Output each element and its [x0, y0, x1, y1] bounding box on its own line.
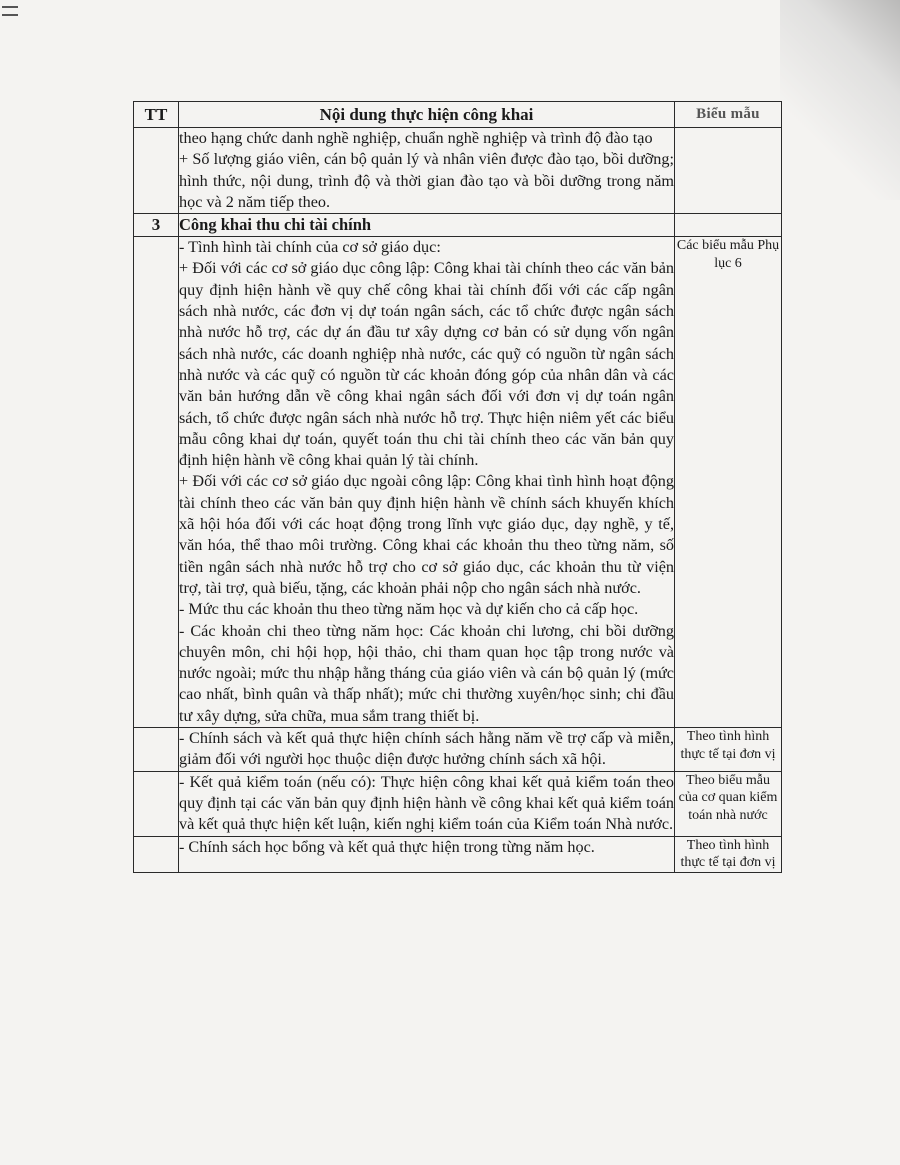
audit-form: Theo biểu mẫu của cơ quan kiểm toán nhà nước	[675, 771, 782, 836]
header-form: Biểu mẫu	[675, 102, 782, 128]
form-cell-empty	[675, 128, 782, 214]
table-row-continued	[134, 128, 782, 214]
finance-form: Các biểu mẫu Phụ lục 6	[675, 237, 782, 728]
tt-cell-empty	[134, 836, 179, 872]
finance-paragraph-3: + Đối với các cơ sở giáo dục ngoài công lập: Công khai tình hình hoạt động tài chính theo các văn bản quy định hiện hành về chính sách khuyến khích xã hội hóa đối với các hoạt động trong lĩnh vực giáo dục, dạy nghề, y tế, văn hóa, thể thao môi trường. Công khai các khoản thu theo từng năm, số tiền ngân sách nhà nước hỗ trợ cho cơ sở giáo dục, các khoản thu từ viện trợ, tài trợ, quà biếu, tặng, các khoản phải nộp cho ngân sách nhà nước.	[179, 472, 674, 597]
finance-paragraph-5: - Các khoản chi theo từng năm học: Các khoản chi lương, chi bồi dưỡng chuyên môn, chi hội họp, hội thảo, chi tham quan học tập trong nước và nước ngoài; mức thu nhập hằng tháng của giáo viên và cán bộ quản lý (mức cao nhất, bình quân và thấp nhất); mức chi thường xuyên/học sinh; chi đầu tư xây dựng, sửa chữa, mua sắm trang thiết bị.	[179, 621, 674, 725]
audit-content: - Kết quả kiểm toán (nếu có): Thực hiện công khai kết quả kiểm toán theo quy định tại các văn bản quy định hiện hành về công khai kết quả kiểm toán và kết quả thực hiện kết luận, kiến nghị kiểm toán của Kiểm toán Nhà nước.	[179, 771, 675, 836]
paragraph-continued-2: + Số lượng giáo viên, cán bộ quản lý và nhân viên được đào tạo, bồi dưỡng; hình thức, nội dung, trình độ và thời gian đào tạo và bồi dưỡng trong năm học và 2 năm tiếp theo.	[179, 150, 674, 211]
disclosure-table	[133, 101, 782, 873]
policy-row	[134, 728, 782, 772]
header-content: Nội dung thực hiện công khai	[179, 102, 675, 128]
scholarship-form: Theo tình hình thực tế tại đơn vị	[675, 836, 782, 872]
scan-shadow	[780, 0, 900, 200]
tt-cell-empty	[134, 728, 179, 772]
finance-paragraph-2: + Đối với các cơ sở giáo dục công lập: Công khai tài chính theo các văn bản quy định hiện hành về quy chế công khai tài chính đối với các cấp ngân sách nhà nước, các đơn vị dự toán ngân sách, các tổ chức được ngân sách nhà nước hỗ trợ, các dự án đầu tư xây dựng cơ bản có sử dụng vốn ngân sách nhà nước, các doanh nghiệp nhà nước, các quỹ có nguồn từ ngân sách nhà nước và các quỹ có nguồn từ các khoản đóng góp của nhân dân và các văn bản hướng dẫn về công khai ngân sách đối với đơn vị dự toán ngân sách, tổ chức được ngân sách nhà nước hỗ trợ. Thực hiện niêm yết các biểu mẫu công khai dự toán, quyết toán thu chi tài chính theo các văn bản quy định hiện hành về công khai quản lý tài chính.	[179, 259, 674, 470]
tt-cell-empty	[134, 237, 179, 728]
audit-row	[134, 771, 782, 836]
page-edge-marks	[2, 0, 24, 30]
policy-form: Theo tình hình thực tế tại đơn vị	[675, 728, 782, 772]
finance-paragraph-4: - Mức thu các khoản thu theo từng năm học và dự kiến cho cả cấp học.	[179, 600, 639, 619]
scholarship-content: - Chính sách học bổng và kết quả thực hiện trong từng năm học.	[179, 836, 675, 872]
scholarship-row	[134, 836, 782, 872]
section-3-row	[134, 214, 782, 237]
section-title: Công khai thu chi tài chính	[179, 214, 675, 237]
content-cell-continued	[179, 128, 675, 214]
table-header-row	[134, 102, 782, 128]
finance-paragraph-1: - Tình hình tài chính của cơ sở giáo dục:	[179, 238, 441, 257]
finance-content	[179, 237, 675, 728]
policy-content: - Chính sách và kết quả thực hiện chính sách hằng năm về trợ cấp và miễn, giảm đối với người học thuộc diện được hưởng chính sách xã hội.	[179, 728, 675, 772]
section-number: 3	[134, 214, 179, 237]
finance-row	[134, 237, 782, 728]
tt-cell-empty	[134, 128, 179, 214]
paragraph-continued-1: theo hạng chức danh nghề nghiệp, chuẩn nghề nghiệp và trình độ đào tạo	[179, 129, 653, 147]
header-tt: TT	[134, 102, 179, 128]
form-cell-empty	[675, 214, 782, 237]
tt-cell-empty	[134, 771, 179, 836]
